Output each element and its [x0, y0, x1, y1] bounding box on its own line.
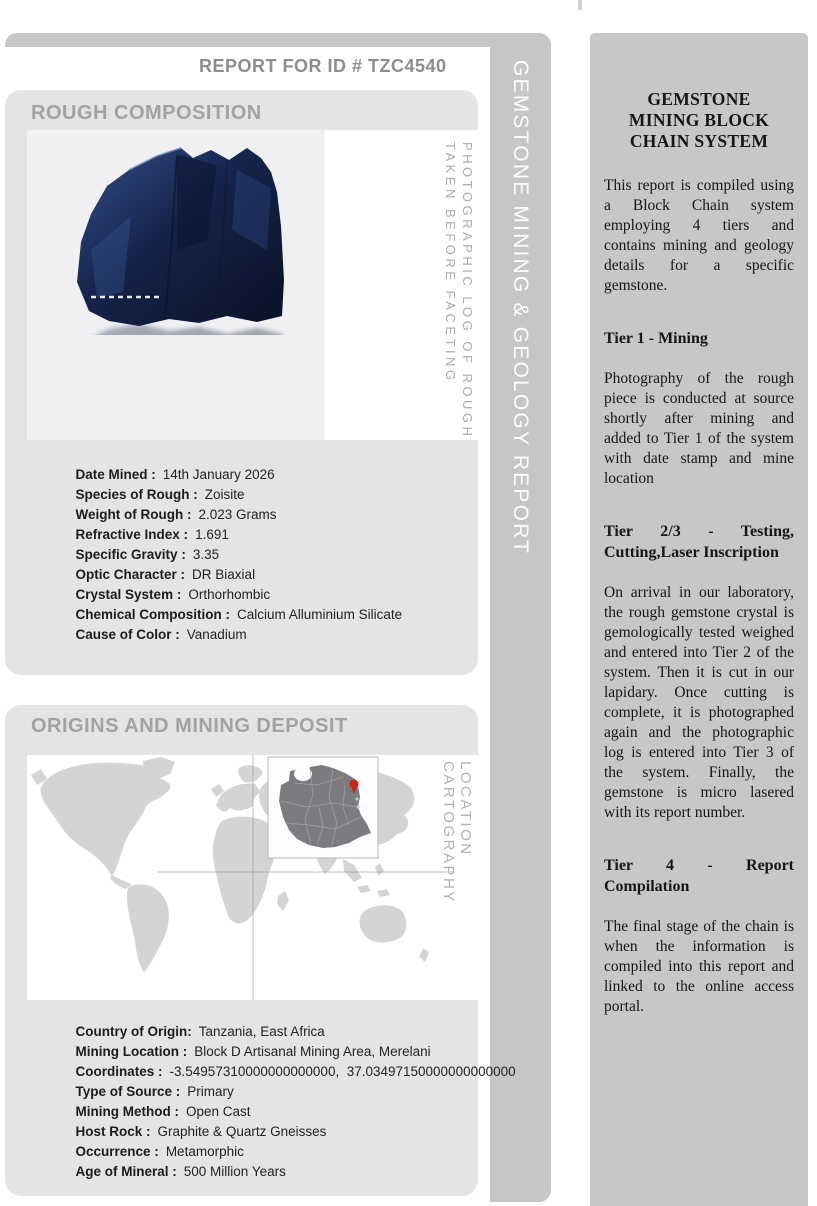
panel-section-heading: Tier 4 - Report Compilation	[604, 857, 794, 895]
panel-sections	[604, 328, 794, 1017]
field-value: 500 Million Years	[183, 1164, 286, 1179]
field-label: Host Rock :	[75, 1124, 151, 1139]
field-value: Orthorhombic	[188, 587, 271, 602]
field-value: Calcium Alluminium Silicate	[237, 607, 403, 622]
field-value: Vanadium	[186, 627, 247, 642]
field-label: Specific Gravity :	[75, 547, 186, 562]
field-value: Metamorphic	[165, 1144, 244, 1159]
field-label: Mining Method :	[75, 1104, 179, 1119]
panel-section-heading: Tier 2/3 - Testing, Cutting,Laser Inscription	[604, 523, 794, 561]
field-label: Type of Source :	[75, 1084, 181, 1099]
field-value: Primary	[187, 1084, 234, 1099]
panel-title-line2: MINING BLOCK	[628, 110, 770, 130]
panel-section-heading: Tier 1 - Mining	[604, 330, 708, 347]
side-strip-title: GEMSTONE MINING & GEOLOGY REPORT	[509, 60, 532, 556]
field-value: Zoisite	[204, 487, 245, 502]
panel-title-line3: CHAIN SYSTEM	[629, 131, 769, 151]
field-value: 2.023 Grams	[198, 507, 277, 522]
field-label: Coordinates :	[75, 1064, 163, 1079]
panel-intro: This report is compiled using a Block Chain system employing 4 tiers and contains mining and geology details for a specific gemstone.	[604, 177, 794, 294]
field-label: Optic Character :	[75, 567, 186, 582]
field-label: Chemical Composition :	[75, 607, 231, 622]
world-map	[27, 755, 478, 1000]
pemba-dot	[356, 805, 359, 808]
field-row	[38, 445, 402, 482]
field-label: Age of Mineral :	[75, 1164, 177, 1179]
rough-photo-box	[27, 130, 478, 440]
panel-section-body: Photography of the rough piece is conducted at source shortly after mining and added to Tier 1 of the system with date stamp and mine location	[604, 370, 794, 487]
map-box	[27, 755, 478, 1000]
origin-fields	[38, 1002, 516, 1179]
field-value: Block D Artisanal Mining Area, Merelani	[194, 1044, 431, 1059]
field-label: Cause of Color :	[75, 627, 180, 642]
field-value: Tanzania, East Africa	[198, 1024, 325, 1039]
zanzibar-dot	[355, 797, 358, 800]
field-label: Crystal System :	[75, 587, 182, 602]
panel-title-line1: GEMSTONE	[647, 89, 751, 109]
field-value: DR Biaxial	[192, 567, 256, 582]
field-value: 1.691	[195, 527, 229, 542]
field-value: Graphite & Quartz Gneisses	[157, 1124, 327, 1139]
field-label: Weight of Rough :	[75, 507, 192, 522]
field-value: Open Cast	[186, 1104, 251, 1119]
rough-composition-section	[5, 90, 478, 675]
panel-section-body: The final stage of the chain is when the information is compiled into this report and linked to the online access portal.	[604, 918, 794, 1015]
rough-fields	[38, 445, 403, 642]
panel-section	[604, 328, 794, 489]
origins-section	[5, 705, 516, 1196]
photo-caption-line1: PHOTOGRAPHIC LOG OF ROUGH	[460, 142, 475, 440]
photo-caption	[442, 142, 476, 439]
field-row	[38, 1002, 516, 1039]
origins-heading: ORIGINS AND MINING DEPOSIT	[31, 715, 348, 737]
report-title: REPORT FOR ID # TZC4540	[199, 56, 447, 76]
panel-title	[604, 89, 794, 152]
panel-section	[604, 855, 794, 1017]
field-label: Date Mined :	[75, 467, 156, 482]
map-caption: LOCATION CARTOGRAPHY	[440, 761, 474, 904]
field-label: Species of Rough :	[75, 487, 198, 502]
photo-caption-line2: TAKEN BEFORE FACETING	[443, 142, 458, 384]
crystal-reflection	[77, 324, 284, 440]
field-value: 3.35	[192, 547, 220, 562]
field-label: Occurrence :	[75, 1144, 159, 1159]
rough-gemstone-photo	[27, 130, 478, 440]
field-value: 14th January 2026	[162, 467, 275, 482]
field-label: Country of Origin:	[75, 1024, 192, 1039]
lake-victoria	[294, 767, 312, 781]
top-edge-mark	[578, 0, 582, 10]
field-label: Refractive Index :	[75, 527, 189, 542]
crystal-illustration	[77, 148, 284, 326]
field-value: -3.54957310000000000000, 37.03497150000000000000	[169, 1064, 516, 1079]
panel-section-body: On arrival in our laboratory, the rough gemstone crystal is gemologically tested weighed and entered into Tier 2 of the system. Then it is cut in our lapidary. Once cutting is complete, it is photographed again and the photographic log is entered into Tier 3 of the system. Finally, the gemstone is micro lasered with its report number.	[604, 584, 794, 821]
tanzania-inset	[268, 757, 378, 858]
rough-composition-heading: ROUGH COMPOSITION	[31, 102, 262, 124]
field-label: Mining Location :	[75, 1044, 188, 1059]
panel-section	[604, 521, 794, 823]
blockchain-info-panel	[590, 33, 808, 1206]
